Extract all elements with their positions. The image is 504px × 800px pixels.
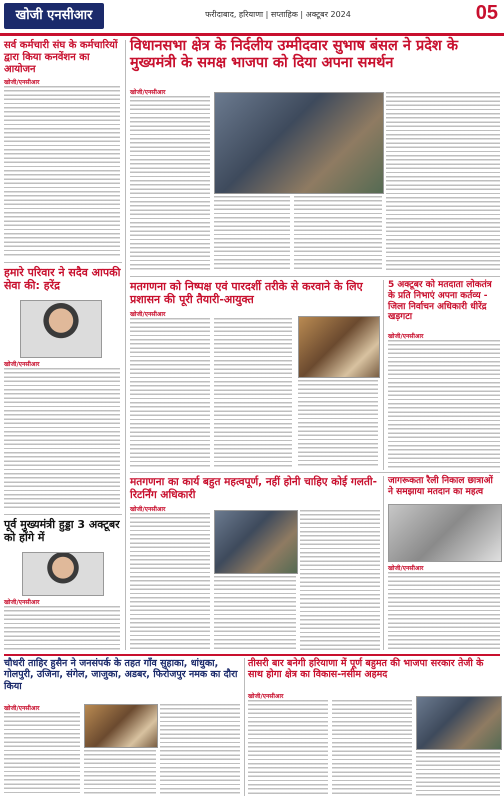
bottom-left-body-col2 bbox=[84, 750, 156, 796]
main-photo-meeting bbox=[214, 92, 384, 194]
bottom-left-body-col3 bbox=[160, 704, 240, 796]
left-top-body bbox=[4, 86, 120, 256]
bottom-left-photo bbox=[84, 704, 158, 748]
left-low-headline: पूर्व मुख्यमंत्री हुड्डा 3 अक्टूबर को होंगे में bbox=[4, 518, 120, 545]
center-mid-body-col3 bbox=[298, 380, 378, 468]
divider bbox=[4, 262, 122, 263]
bottom-left-headline: चौधरी ताहिर हुसैन ने जनसंपर्क के तहत गाँव सुहाका, धांधुका, गोलपुरी, उजिना, संगेल, जाजुका, अडबर, फिरोजपुर नमक का दौरा किया bbox=[4, 658, 238, 692]
right-low-byline: खोजी/एनसीआर bbox=[388, 565, 424, 572]
center-low-headline: मतगणना का कार्य बहुत महत्वपूर्ण, नहीं होनी चाहिए कोई गलती-रिटर्निंग अधिकारी bbox=[130, 476, 377, 501]
main-body-col1 bbox=[130, 96, 210, 271]
left-low-photo bbox=[22, 552, 104, 596]
center-mid-body-col1 bbox=[130, 318, 210, 468]
center-low-photo bbox=[214, 510, 298, 574]
bottom-right-body-col1 bbox=[248, 700, 328, 796]
right-low-photo bbox=[388, 504, 502, 562]
bottom-right-body-col2 bbox=[332, 700, 412, 796]
divider bbox=[130, 472, 500, 473]
column-rule bbox=[244, 658, 245, 796]
main-body-col2 bbox=[214, 196, 290, 271]
right-mid-headline: 5 अक्टूबर को मतदाता लोकतंत्र के प्रति निभाएं अपना कर्तव्य - जिला निर्वाचन अधिकारी धीरेंद्र खड़गटा bbox=[388, 280, 492, 323]
left-low-byline: खोजी/एनसीआर bbox=[4, 599, 40, 606]
bottom-right-headline: तीसरी बार बनेगी हरियाणा में पूर्ण बहुमत की भाजपा सरकार तेजी के साथ होगा क्षेत्र का विकास-नसीम अहमद bbox=[248, 658, 484, 681]
center-low-body-col3 bbox=[300, 510, 380, 650]
right-mid-byline: खोजी/एनसीआर bbox=[388, 333, 424, 340]
center-mid-headline: मतगणना को निष्पक्ष एवं पारदर्शी तरीके से करवाने के लिए प्रशासन की पूरी तैयारी-आयुक्त bbox=[130, 280, 363, 307]
center-mid-body-col2 bbox=[214, 318, 292, 468]
main-body-col4 bbox=[386, 92, 500, 271]
right-low-headline: जागरूकता रैली निकाल छात्राओं ने समझाया मतदान का महत्व bbox=[388, 476, 493, 497]
right-mid-body bbox=[388, 340, 500, 468]
main-headline: विधानसभा क्षेत्र के निर्दलीय उम्मीदवार सुभाष बंसल ने प्रदेश के मुख्यमंत्री के समक्ष भाजपा को दिया अपना समर्थन bbox=[130, 38, 458, 72]
center-low-body-col1 bbox=[130, 513, 210, 650]
bottom-left-body-col1 bbox=[4, 712, 80, 796]
left-top-byline: खोजी/एनसीआर bbox=[4, 79, 40, 86]
center-mid-byline: खोजी/एनसीआर bbox=[130, 311, 166, 318]
bottom-right-byline: खोजी/एनसीआर bbox=[248, 693, 284, 700]
column-rule bbox=[125, 40, 126, 650]
column-rule bbox=[383, 280, 384, 470]
masthead bbox=[0, 0, 504, 36]
bottom-divider bbox=[4, 654, 500, 656]
dateline: फरीदाबाद, हरियाणा | सप्ताहिक | अक्टूबर 2024 bbox=[205, 10, 351, 19]
center-low-byline: खोजी/एनसीआर bbox=[130, 506, 166, 513]
bottom-right-photo bbox=[416, 696, 502, 750]
main-byline: खोजी/एनसीआर bbox=[130, 89, 166, 96]
center-mid-photo bbox=[298, 316, 380, 378]
page-number: 05 bbox=[475, 2, 498, 24]
divider bbox=[4, 514, 122, 515]
center-low-body-col2 bbox=[214, 576, 296, 650]
left-top-headline: सर्व कर्मचारी संघ के कर्मचारियों द्वारा किया कनवेंशन का आयोजन bbox=[4, 40, 118, 75]
left-low-body bbox=[4, 606, 120, 650]
left-mid-byline: खोजी/एनसीआर bbox=[4, 361, 40, 368]
right-low-body bbox=[388, 572, 500, 650]
main-body-col3 bbox=[294, 196, 382, 271]
bottom-right-body-col3 bbox=[416, 752, 500, 796]
divider bbox=[130, 276, 500, 277]
left-mid-body bbox=[4, 368, 120, 508]
bottom-left-byline: खोजी/एनसीआर bbox=[4, 705, 40, 712]
column-rule bbox=[383, 476, 384, 650]
left-mid-photo bbox=[20, 300, 102, 358]
left-mid-headline: हमारे परिवार ने सदैव आपकी सेवा की: हरेंद्र bbox=[4, 266, 121, 293]
paper-logo: खोजी एनसीआर bbox=[4, 3, 104, 29]
